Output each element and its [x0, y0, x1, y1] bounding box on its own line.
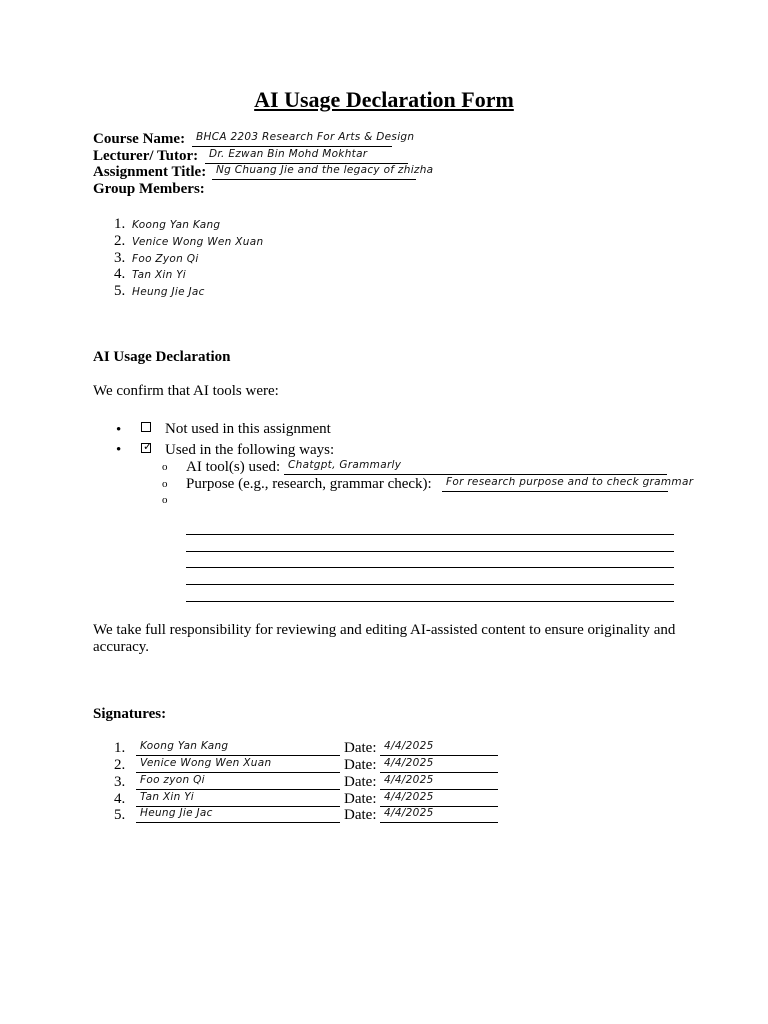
course-name-row [93, 131, 185, 148]
not-used-checkbox[interactable] [141, 422, 151, 432]
signature-name[interactable]: Tan Xin Yi [136, 791, 340, 807]
course-name-value[interactable]: BHCA 2203 Research For Arts & Design [192, 131, 392, 147]
signature-number: 2. [114, 757, 126, 773]
declaration-heading: AI Usage Declaration [93, 349, 231, 365]
signature-name[interactable]: Foo zyon Qi [136, 774, 340, 790]
assignment-title-value[interactable]: Ng Chuang Jie and the legacy of zhizha [212, 164, 416, 180]
date-label: Date: [344, 791, 377, 807]
ai-tools-label: AI tool(s) used: [186, 459, 281, 475]
signature-name[interactable]: Heung Jie Jac [136, 807, 340, 823]
member-number: 5. [114, 283, 126, 299]
signature-number: 3. [114, 774, 126, 790]
date-label: Date: [344, 807, 377, 823]
group-members-row [93, 181, 205, 198]
bullet-used: • [116, 442, 122, 458]
sub-bullet-purpose: o [162, 478, 168, 490]
signature-date[interactable]: 4/4/2025 [380, 807, 498, 823]
bullet-not-used: • [116, 422, 122, 438]
date-label: Date: [344, 757, 377, 773]
signatures-heading: Signatures: [93, 706, 167, 722]
sub-bullet-other: o [162, 494, 168, 506]
member-item [114, 216, 220, 234]
lecturer-value[interactable]: Dr. Ezwan Bin Mohd Mokhtar [205, 148, 408, 164]
not-used-label: Not used in this assignment [165, 421, 331, 437]
check-mark-icon: ✓ [143, 440, 153, 453]
lecturer-label: Lecturer/ Tutor: [93, 148, 199, 164]
ai-tools-value[interactable]: Chatgpt, Grammarly [284, 459, 667, 475]
assignment-title-label: Assignment Title: [93, 164, 207, 180]
member-item [114, 283, 205, 301]
member-number: 4. [114, 266, 126, 282]
signature-date[interactable]: 4/4/2025 [380, 757, 498, 773]
date-label: Date: [344, 774, 377, 790]
purpose-value[interactable]: For research purpose and to check grammar [442, 476, 668, 492]
member-item [114, 233, 263, 251]
lecturer-row [93, 148, 198, 165]
responsibility-statement: We take full responsibility for reviewing and editing AI-assisted content to ensure originality and accuracy. [93, 622, 676, 655]
member-name: Heung Jie Jac [132, 286, 205, 298]
member-name: Koong Yan Kang [132, 219, 221, 231]
signature-date[interactable]: 4/4/2025 [380, 791, 498, 807]
member-number: 2. [114, 233, 126, 249]
signature-number: 1. [114, 740, 126, 756]
member-number: 3. [114, 250, 126, 266]
blank-line[interactable] [186, 601, 674, 602]
page-title: AI Usage Declaration Form [254, 87, 514, 112]
blank-line[interactable] [186, 584, 674, 585]
signature-date[interactable]: 4/4/2025 [380, 774, 498, 790]
member-number: 1. [114, 216, 126, 232]
group-members-label: Group Members: [93, 181, 205, 197]
signature-name[interactable]: Venice Wong Wen Xuan [136, 757, 340, 773]
sub-bullet-tools: o [162, 461, 168, 473]
member-name: Tan Xin Yi [132, 269, 186, 281]
used-label: Used in the following ways: [165, 442, 335, 458]
blank-line[interactable] [186, 551, 674, 552]
purpose-label: Purpose (e.g., research, grammar check): [186, 476, 432, 492]
signature-number: 4. [114, 791, 126, 807]
signature-number: 5. [114, 807, 126, 823]
declaration-intro: We confirm that AI tools were: [93, 383, 279, 399]
assignment-title-row [93, 164, 206, 181]
member-item [114, 266, 186, 284]
blank-line[interactable] [186, 567, 674, 568]
blank-line[interactable] [186, 534, 674, 535]
member-name: Foo Zyon Qi [132, 253, 199, 265]
used-checkbox[interactable] [141, 440, 153, 453]
course-name-label: Course Name: [93, 131, 186, 147]
date-label: Date: [344, 740, 377, 756]
signature-date[interactable]: 4/4/2025 [380, 740, 498, 756]
member-name: Venice Wong Wen Xuan [132, 236, 264, 248]
signature-name[interactable]: Koong Yan Kang [136, 740, 340, 756]
